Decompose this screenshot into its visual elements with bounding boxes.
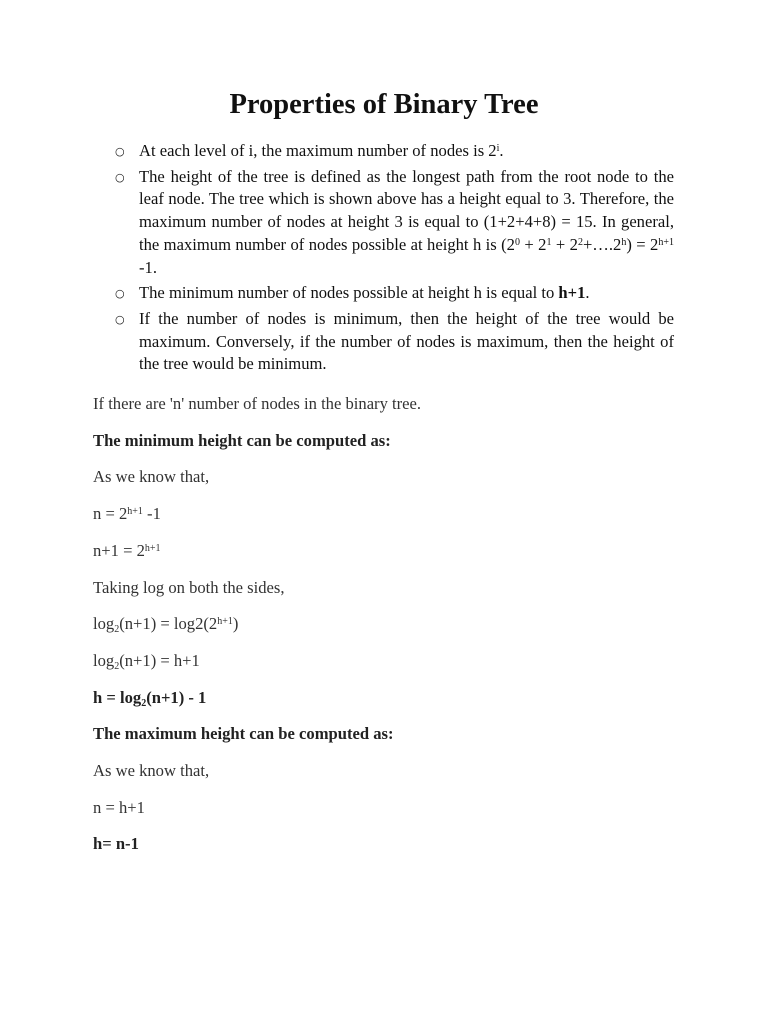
min-height-heading: The minimum height can be computed as: [93,431,391,450]
circle-bullet-icon: ○ [115,145,125,158]
circle-bullet-icon: ○ [115,170,125,184]
list-item [115,282,674,305]
max-height-result: h= n-1 [93,834,139,853]
min-height-result [93,687,693,709]
equation-text: -1 [142,504,161,523]
page-title: Properties of Binary Tree [229,89,539,120]
bullet-text: . [499,141,504,160]
equation-text: h = log [93,688,142,707]
subscript: 2 [114,661,120,672]
equation-text: log [93,651,115,670]
list-item [115,140,674,163]
subscript: 2 [141,698,147,709]
bullet-text: . [585,283,590,303]
circle-bullet-icon: ○ [115,287,125,301]
equation-line [93,540,693,562]
equation-text: ) [232,614,239,633]
taking-log-text: Taking log on both the sides, [93,578,285,597]
superscript: 0 [514,236,520,248]
as-we-know-text: As we know that, [93,761,210,780]
intro-paragraph: If there are 'n' number of nodes in the binary tree. [93,394,422,413]
bullet-text: +….2 [582,234,622,254]
bullet-text: The minimum number of nodes possible at height h is equal to [139,283,559,303]
properties-list [115,140,674,379]
equation-text: (n+1) - 1 [146,688,207,707]
superscript: i [496,143,500,154]
bullet-text: + 2 [551,234,578,254]
equation-text: n = 2 [93,504,128,523]
as-we-know-text: As we know that, [93,467,210,486]
superscript: 1 [546,236,552,248]
equation-line: n = h+1 [93,798,145,817]
superscript: h+1 [217,616,233,627]
bullet-text: The height of the tree is defined as the longest path from the root node to the leaf node. The tree which is shown above has a height equal to 3. Therefore, the maximum number of nodes at height 3 is equal to (1+2+4+8) = 15. In general, the maximum number of nodes possible at height h is (2 [139,166,674,254]
equation-text: (n+1) = log2(2 [119,614,218,633]
subscript: 2 [114,624,120,635]
equation-text: log [93,614,115,633]
superscript: h+1 [127,506,143,517]
equation-text: n+1 = 2 [93,541,145,560]
list-item [115,166,674,280]
superscript: 2 [577,236,583,248]
equation-line [93,503,693,525]
max-height-heading: The maximum height can be computed as: [93,724,394,743]
superscript: h+1 [144,543,161,554]
equation-line [93,613,693,635]
bullet-text: + 2 [519,234,547,254]
bullet-text: ) = 2 [626,234,659,254]
bullet-text: If the number of nodes is minimum, then the height of the tree would be maximum. Conversely, if the number of nodes is maximum, then the height of the tree would be minimum. [139,308,674,374]
bold-text: h+1 [558,283,586,303]
circle-bullet-icon: ○ [115,312,125,326]
list-item [115,308,674,376]
equation-line [93,650,693,672]
superscript: h+1 [658,236,674,248]
bullet-text: -1. [139,257,157,277]
superscript: h [621,236,627,248]
equation-text: (n+1) = h+1 [119,651,200,670]
bullet-text: At each level of i, the maximum number of nodes is 2 [139,141,497,160]
